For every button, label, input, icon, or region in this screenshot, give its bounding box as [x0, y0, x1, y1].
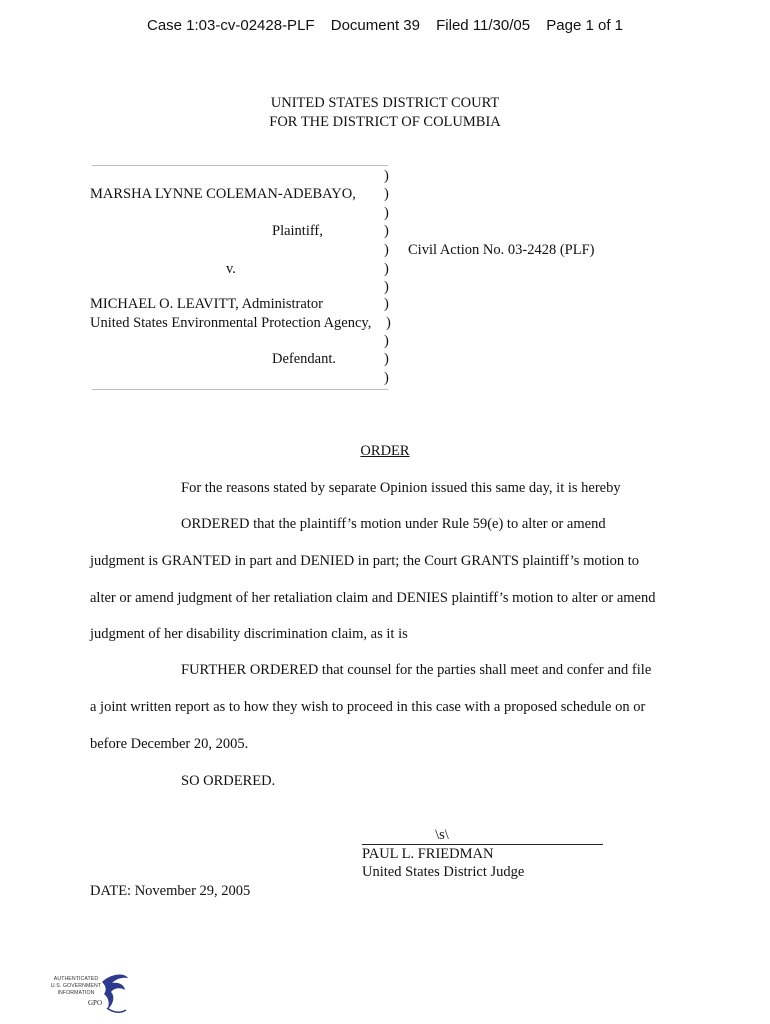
caption-paren: ) [384, 370, 389, 386]
order-line: before December 20, 2005. [90, 736, 249, 752]
order-title: ORDER [360, 443, 410, 459]
logo-line1: AUTHENTICATED [53, 976, 99, 982]
caption-paren: ) [384, 296, 389, 312]
case-number: Case 1:03-cv-02428-PLF [146, 17, 315, 34]
logo-line3: INFORMATION [57, 990, 95, 996]
caption-paren: ) [384, 351, 389, 367]
court-name-line2: FOR THE DISTRICT OF COLUMBIA [269, 114, 501, 130]
plaintiff-name: MARSHA LYNNE COLEMAN-ADEBAYO, [90, 186, 356, 202]
order-line: ORDERED that the plaintiff’s motion under Rule 59(e) to alter or amend [181, 516, 606, 532]
caption-paren: ) [384, 223, 389, 239]
court-name-line1: UNITED STATES DISTRICT COURT [270, 95, 500, 111]
filing-header [0, 17, 770, 34]
defendant-agency: United States Environmental Protection Agency, [90, 315, 372, 331]
caption-paren: ) [384, 242, 389, 258]
filed-date: Filed 11/30/05 [436, 17, 531, 34]
caption-paren: ) [384, 205, 389, 221]
caption-paren: ) [384, 168, 389, 184]
caption-bottom-rule [92, 389, 388, 390]
gpo-authenticated-logo [42, 972, 132, 1016]
caption-paren: ) [384, 333, 389, 349]
order-date: DATE: November 29, 2005 [90, 883, 251, 899]
order-line: For the reasons stated by separate Opinion issued this same day, it is hereby [181, 480, 621, 496]
caption-paren: ) [386, 315, 391, 331]
judge-name: PAUL L. FRIEDMAN [362, 846, 494, 862]
caption-paren: ) [384, 279, 389, 295]
order-line: judgment of her disability discrimination claim, as it is [90, 626, 408, 642]
signature-mark: \s\ [435, 827, 449, 843]
logo-line2: U.S. GOVERNMENT [50, 983, 102, 989]
caption-paren: ) [384, 186, 389, 202]
defendant-name: MICHAEL O. LEAVITT, Administrator [90, 296, 323, 312]
order-line: alter or amend judgment of her retaliation claim and DENIES plaintiff’s motion to alter or amend [90, 590, 656, 606]
logo-gpo-text: GPO [88, 999, 103, 1007]
civil-action-number: Civil Action No. 03-2428 (PLF) [408, 242, 595, 258]
so-ordered: SO ORDERED. [181, 773, 276, 789]
judge-title: United States District Judge [362, 864, 525, 880]
eagle-icon [98, 972, 132, 1016]
page-indicator: Page 1 of 1 [546, 17, 624, 34]
order-line: FURTHER ORDERED that counsel for the parties shall meet and confer and file [181, 662, 652, 678]
caption-paren: ) [384, 261, 389, 277]
defendant-label: Defendant. [272, 351, 337, 367]
order-line: judgment is GRANTED in part and DENIED in part; the Court GRANTS plaintiff’s motion to [90, 553, 640, 569]
versus: v. [226, 261, 236, 277]
caption-top-rule [92, 165, 388, 166]
plaintiff-label: Plaintiff, [272, 223, 323, 239]
document-number: Document 39 [330, 17, 420, 34]
order-line: a joint written report as to how they wish to proceed in this case with a proposed schedule on or [90, 699, 646, 715]
